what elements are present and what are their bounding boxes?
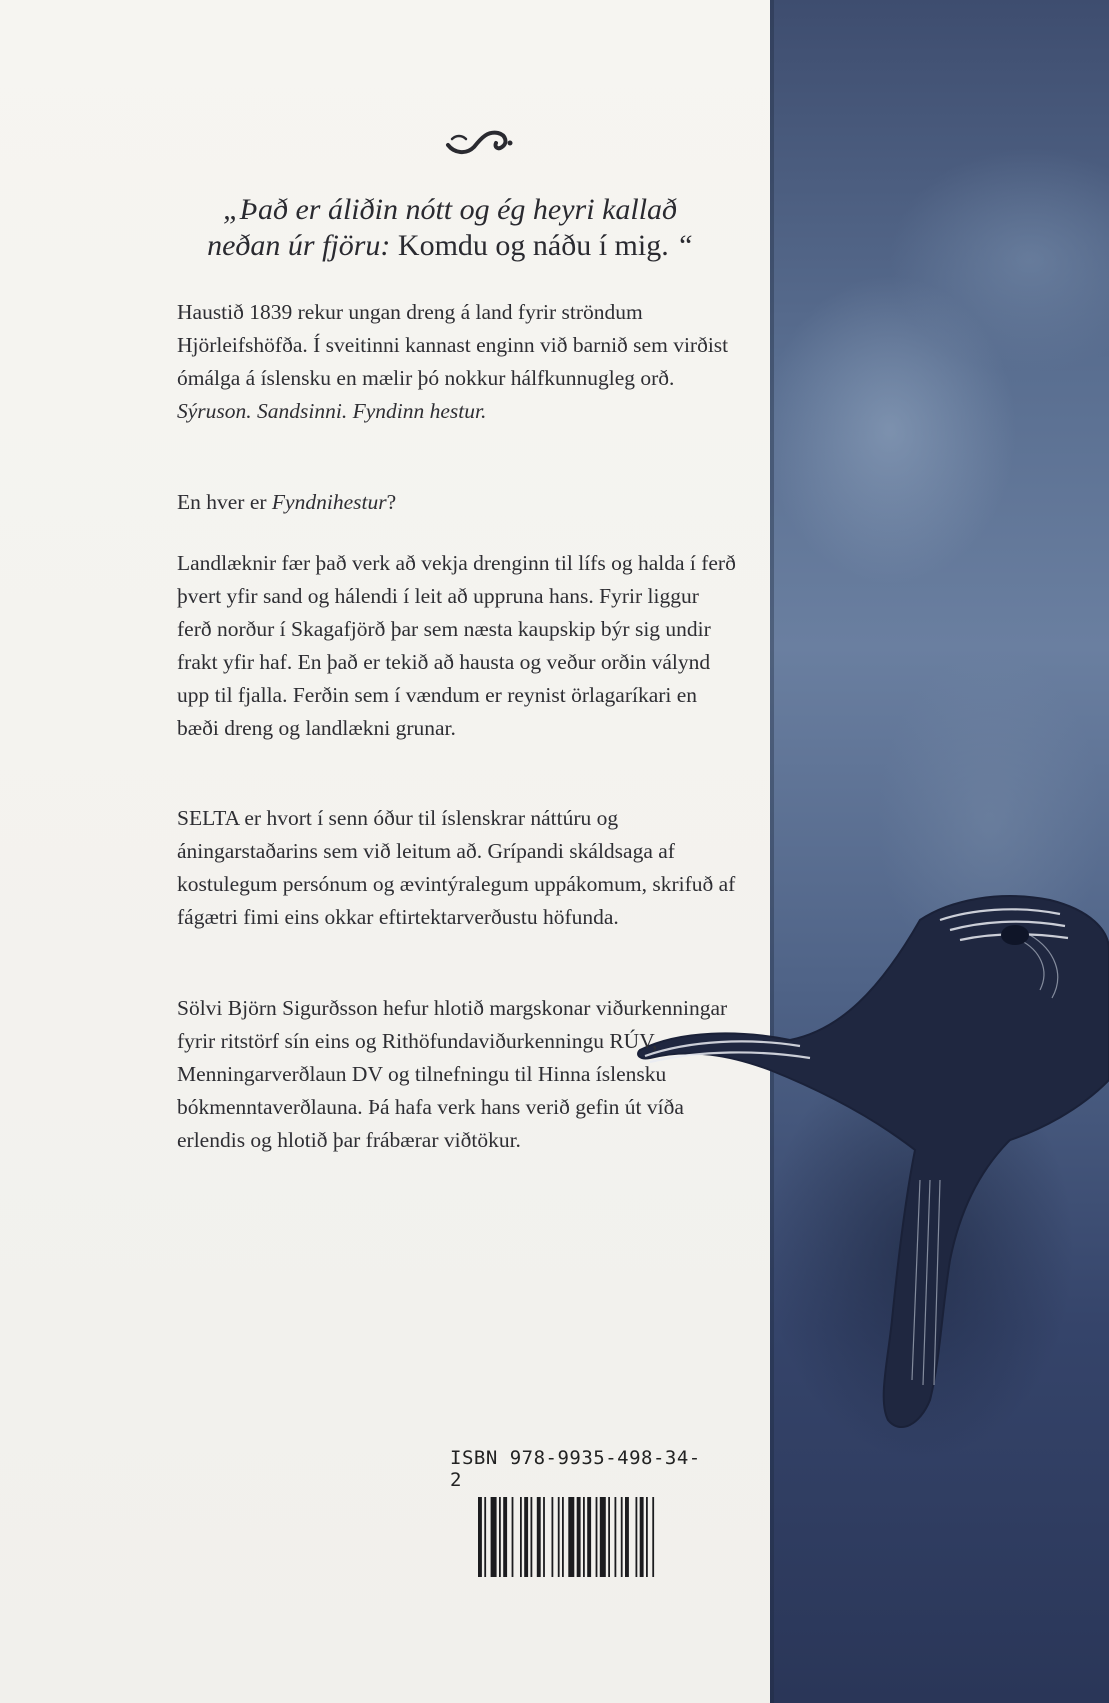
isbn-barcode-block bbox=[450, 1447, 710, 1577]
barcode-bar bbox=[558, 1497, 560, 1577]
flourish-ornament-icon bbox=[440, 125, 520, 161]
barcode-bar bbox=[625, 1497, 629, 1577]
author-bio-paragraph: Sölvi Björn Sigurðsson hefur hlotið margskonar viðurkenningar fyrir ritstörf sín eins og Rithöfundaviðurkenningu RÚV, Menningarverðlaun DV og tilnefningu til Hinna íslensku bókmenntaverðlauna. Þá hafa verk hans verið gefin út víða erlendis og hlotið þar frábærar viðtökur. bbox=[177, 996, 728, 1152]
isbn-label: ISBN 978-9935-498-34-2 bbox=[450, 1447, 701, 1491]
barcode-bar bbox=[503, 1497, 507, 1577]
barcode-bar bbox=[596, 1497, 598, 1577]
epigraph-line-1: „Það er áliðin nótt og ég heyri kallað bbox=[222, 193, 678, 226]
sea-lion-illustration bbox=[620, 880, 1109, 1440]
blurb-paragraph-3: Landlæknir fær það verk að vekja drenginn til lífs og halda í ferð þvert yfir sand og hálendi í leit að uppruna hans. Fyrir liggur ferð norður í Skagafjörð þar sem næsta kaupskip býr sig undir frakt yfir haf. En það er tekið að hausta og veður orðin válynd upp til fjalla. Ferðin sem í vændum er reynist örlagaríkari en bæði dreng og landlækni grunar. bbox=[177, 551, 736, 740]
epigraph-line-2-suffix: “ bbox=[668, 229, 693, 262]
blurb-paragraph-2 bbox=[177, 486, 737, 519]
barcode-bar bbox=[608, 1497, 610, 1577]
barcode-bar bbox=[652, 1497, 654, 1577]
blurb-paragraph-4: SELTA er hvort í senn óður til íslenskrar náttúru og áningarstaðarins sem við leitum að. Grípandi skáldsaga af kostulegum persónum og ævintýralegum uppákomum, skrifuð af fágætri fimi eins okkar eftirtektarverðustu höfunda. bbox=[177, 806, 736, 929]
barcode-bar bbox=[562, 1497, 564, 1577]
blurb-paragraph-2-italic: Fyndnihestur bbox=[271, 490, 387, 514]
barcode-bar bbox=[478, 1497, 482, 1577]
barcode-bar bbox=[587, 1497, 591, 1577]
blurb-paragraph-2-end: ? bbox=[386, 490, 397, 514]
barcode-bar bbox=[543, 1497, 545, 1577]
barcode-bar bbox=[621, 1497, 623, 1577]
barcode-bar bbox=[640, 1497, 644, 1577]
blurb-paragraph-1 bbox=[177, 296, 737, 428]
barcode-bar bbox=[499, 1497, 501, 1577]
barcode-bar bbox=[577, 1497, 581, 1577]
barcode-bar bbox=[491, 1497, 497, 1577]
blurb-paragraph-1-text: Haustið 1839 rekur ungan dreng á land fyrir ströndum Hjörleifshöfða. Í sveitinni kannast enginn við barnið sem virðist ómálga á íslensku en mælir þó nokkur hálfkunnugleg orð. bbox=[177, 300, 729, 390]
barcode-bar bbox=[484, 1497, 486, 1577]
epigraph-line-2-emphasis: Komdu og náðu í mig. bbox=[397, 229, 669, 262]
barcode-bar bbox=[524, 1497, 528, 1577]
barcode-bar bbox=[537, 1497, 541, 1577]
barcode-bar bbox=[600, 1497, 606, 1577]
panel-edge bbox=[770, 0, 774, 1703]
blurb-paragraph-2-text: En hver er bbox=[177, 490, 272, 514]
barcode-bar bbox=[552, 1497, 554, 1577]
barcode-icon bbox=[478, 1497, 724, 1577]
blurb-paragraph-1-italic: Sýruson. Sandsinni. Fyndinn hestur. bbox=[177, 399, 487, 423]
barcode-bar bbox=[531, 1497, 533, 1577]
barcode-bar bbox=[583, 1497, 585, 1577]
barcode-bar bbox=[646, 1497, 648, 1577]
barcode-bar bbox=[615, 1497, 617, 1577]
barcode-bar bbox=[568, 1497, 574, 1577]
epigraph-line-2-prefix: neðan úr fjöru: bbox=[207, 229, 398, 262]
epigraph-quote bbox=[170, 192, 730, 264]
blue-cover-panel bbox=[770, 0, 1109, 1703]
barcode-bar bbox=[636, 1497, 638, 1577]
barcode-bar bbox=[512, 1497, 514, 1577]
barcode-bar bbox=[520, 1497, 522, 1577]
